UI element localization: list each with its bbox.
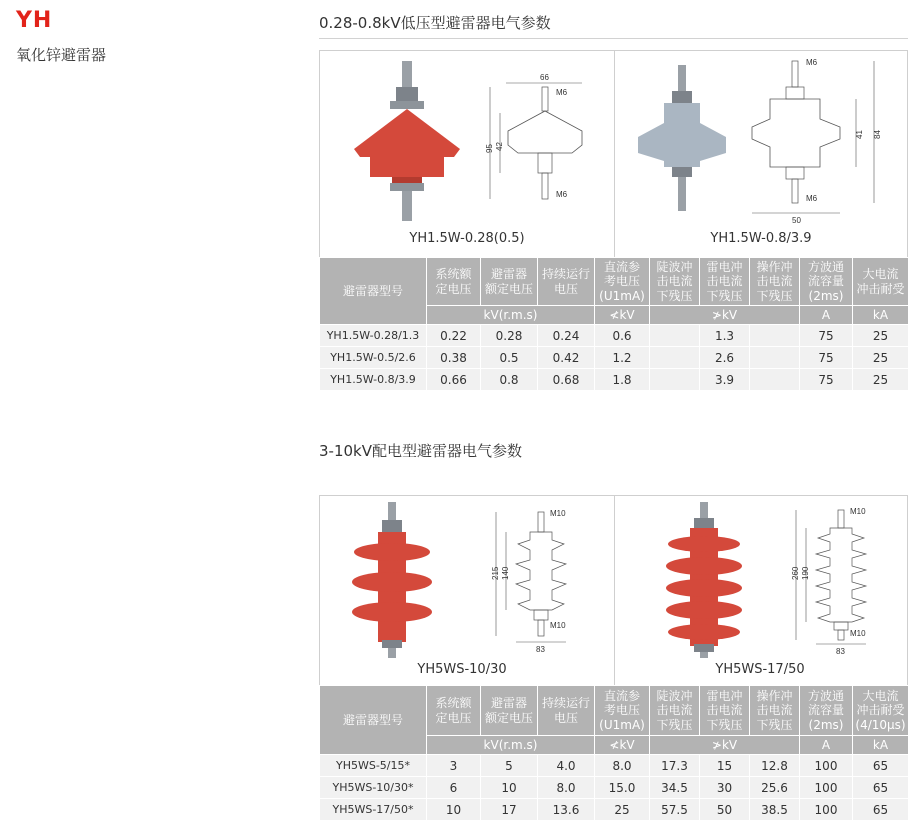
table-cell: 0.38 bbox=[427, 347, 481, 369]
table-cell: 1.3 bbox=[700, 325, 750, 347]
table-cell: 6 bbox=[427, 777, 481, 799]
table-cell: 1.8 bbox=[595, 369, 650, 391]
svg-text:M10: M10 bbox=[850, 629, 866, 638]
table-row bbox=[320, 755, 909, 777]
table-cell: 17 bbox=[481, 799, 538, 821]
table-cell: 25.6 bbox=[750, 777, 800, 799]
cell-model: YH5WS-10/30* bbox=[320, 777, 427, 799]
table-cell bbox=[750, 325, 800, 347]
dimension-drawing-yh5ws-17-50 bbox=[790, 508, 900, 658]
table-cell: 34.5 bbox=[650, 777, 700, 799]
table-cell: 4.0 bbox=[538, 755, 595, 777]
column-header: 直流参 考电压 (U1mA) bbox=[595, 686, 650, 736]
table-cell: 15 bbox=[700, 755, 750, 777]
section-title-low-voltage: 0.28-0.8kV低压型避雷器电气参数 bbox=[319, 14, 551, 32]
column-header: 方波通 流容量 (2ms) bbox=[800, 686, 853, 736]
arrester-shed bbox=[666, 557, 742, 575]
table-row bbox=[320, 799, 909, 821]
arrester-shed bbox=[352, 602, 432, 622]
table-cell bbox=[750, 347, 800, 369]
table-cell: 0.68 bbox=[538, 369, 595, 391]
table-cell bbox=[650, 325, 700, 347]
column-header: 大电流 冲击耐受 bbox=[853, 258, 909, 306]
product-image-panel-distribution bbox=[319, 495, 908, 685]
table-cell: 30 bbox=[700, 777, 750, 799]
table-cell: 0.42 bbox=[538, 347, 595, 369]
svg-text:215: 215 bbox=[491, 566, 500, 580]
column-header-model: 避雷器型号 bbox=[320, 258, 427, 325]
table-cell: 38.5 bbox=[750, 799, 800, 821]
svg-text:M6: M6 bbox=[556, 88, 568, 97]
unit-cell: ≯kV bbox=[650, 736, 800, 755]
table-cell: 0.22 bbox=[427, 325, 481, 347]
column-header: 系统额 定电压 bbox=[427, 686, 481, 736]
dimension-drawing-yh5ws-10-30 bbox=[490, 508, 600, 658]
unit-cell: A bbox=[800, 306, 853, 325]
column-header: 直流参 考电压 (U1mA) bbox=[595, 258, 650, 306]
table-cell: 0.5 bbox=[481, 347, 538, 369]
arrester-shed bbox=[666, 601, 742, 619]
arrester-photo-yh1-5w-0-28 bbox=[340, 57, 480, 227]
dimension-drawing-yh1-5w-0-28 bbox=[484, 69, 604, 209]
column-header: 持续运行 电压 bbox=[538, 258, 595, 306]
svg-text:M6: M6 bbox=[806, 194, 818, 203]
svg-text:M10: M10 bbox=[850, 508, 866, 516]
table-cell: 0.24 bbox=[538, 325, 595, 347]
product-caption: YH5WS-17/50 bbox=[715, 662, 805, 677]
table-cell: 65 bbox=[853, 755, 909, 777]
arrester-photo-yh5ws-10-30 bbox=[348, 500, 438, 660]
arrester-shed bbox=[352, 572, 432, 592]
svg-text:M10: M10 bbox=[550, 509, 566, 518]
svg-text:84: 84 bbox=[873, 130, 882, 139]
table-cell: 8.0 bbox=[538, 777, 595, 799]
table-cell: 100 bbox=[800, 799, 853, 821]
table-cell: 13.6 bbox=[538, 799, 595, 821]
panel-divider bbox=[614, 496, 615, 685]
svg-text:M6: M6 bbox=[556, 190, 568, 199]
unit-cell: kV(r.m.s) bbox=[427, 736, 595, 755]
unit-cell: kA bbox=[853, 306, 909, 325]
svg-text:66: 66 bbox=[540, 73, 549, 82]
table-cell: 65 bbox=[853, 799, 909, 821]
column-header: 方波通 流容量 (2ms) bbox=[800, 258, 853, 306]
table-cell: 5 bbox=[481, 755, 538, 777]
table-row bbox=[320, 369, 909, 391]
section-title-distribution: 3-10kV配电型避雷器电气参数 bbox=[319, 442, 522, 460]
column-header: 操作冲 击电流 下残压 bbox=[750, 258, 800, 306]
table-cell: 100 bbox=[800, 755, 853, 777]
table-cell: 8.0 bbox=[595, 755, 650, 777]
table-row bbox=[320, 777, 909, 799]
panel-divider bbox=[614, 51, 615, 257]
column-header: 陡波冲 击电流 下残压 bbox=[650, 258, 700, 306]
table-cell: 25 bbox=[853, 369, 909, 391]
svg-text:190: 190 bbox=[801, 566, 810, 580]
table-cell: 0.66 bbox=[427, 369, 481, 391]
table-cell bbox=[750, 369, 800, 391]
column-header: 避雷器 额定电压 bbox=[481, 686, 538, 736]
table-cell: 25 bbox=[853, 347, 909, 369]
table-cell: 3.9 bbox=[700, 369, 750, 391]
table-cell: 57.5 bbox=[650, 799, 700, 821]
table-cell: 1.2 bbox=[595, 347, 650, 369]
table-cell: 3 bbox=[427, 755, 481, 777]
table-header-row bbox=[320, 258, 909, 306]
table-cell bbox=[650, 347, 700, 369]
product-caption: YH1.5W-0.8/3.9 bbox=[710, 231, 812, 246]
product-image-panel-low-voltage bbox=[319, 50, 908, 257]
column-header: 雷电冲 击电流 下残压 bbox=[700, 258, 750, 306]
table-cell: 50 bbox=[700, 799, 750, 821]
column-header-model: 避雷器型号 bbox=[320, 686, 427, 755]
table-cell: 65 bbox=[853, 777, 909, 799]
arrester-shed bbox=[354, 543, 430, 561]
unit-cell: ≮kV bbox=[595, 736, 650, 755]
page-subtitle: 氧化锌避雷器 bbox=[16, 46, 107, 64]
table-cell: 12.8 bbox=[750, 755, 800, 777]
table-cell: 100 bbox=[800, 777, 853, 799]
svg-text:140: 140 bbox=[501, 566, 510, 580]
column-header: 持续运行 电压 bbox=[538, 686, 595, 736]
unit-cell: ≮kV bbox=[595, 306, 650, 325]
table-cell: 10 bbox=[481, 777, 538, 799]
arrester-photo-yh5ws-17-50 bbox=[660, 500, 750, 660]
cell-model: YH5WS-5/15* bbox=[320, 755, 427, 777]
table-cell: 25 bbox=[595, 799, 650, 821]
spec-table-low-voltage bbox=[319, 257, 909, 391]
section-divider bbox=[319, 38, 908, 39]
column-header: 大电流 冲击耐受 (4/10μs) bbox=[853, 686, 909, 736]
unit-cell: ≯kV bbox=[650, 306, 800, 325]
table-cell: 75 bbox=[800, 369, 853, 391]
svg-text:50: 50 bbox=[792, 216, 801, 225]
table-cell: 2.6 bbox=[700, 347, 750, 369]
table-cell: 75 bbox=[800, 347, 853, 369]
table-cell: 0.6 bbox=[595, 325, 650, 347]
column-header: 避雷器 额定电压 bbox=[481, 258, 538, 306]
unit-cell: kA bbox=[853, 736, 909, 755]
table-cell: 25 bbox=[853, 325, 909, 347]
cell-model: YH1.5W-0.5/2.6 bbox=[320, 347, 427, 369]
table-row bbox=[320, 325, 909, 347]
brand-logo: YH bbox=[16, 8, 53, 33]
svg-text:M6: M6 bbox=[806, 58, 818, 67]
column-header: 系统额 定电压 bbox=[427, 258, 481, 306]
svg-text:M10: M10 bbox=[550, 621, 566, 630]
table-row bbox=[320, 347, 909, 369]
arrester-shed bbox=[668, 624, 740, 640]
table-cell bbox=[650, 369, 700, 391]
table-cell: 0.28 bbox=[481, 325, 538, 347]
cell-model: YH5WS-17/50* bbox=[320, 799, 427, 821]
table-cell: 10 bbox=[427, 799, 481, 821]
unit-cell: kV(r.m.s) bbox=[427, 306, 595, 325]
column-header: 雷电冲 击电流 下残压 bbox=[700, 686, 750, 736]
unit-cell: A bbox=[800, 736, 853, 755]
table-cell: 15.0 bbox=[595, 777, 650, 799]
arrester-shed bbox=[668, 536, 740, 552]
cell-model: YH1.5W-0.28/1.3 bbox=[320, 325, 427, 347]
arrester-shed bbox=[354, 109, 460, 157]
arrester-shed bbox=[666, 579, 742, 597]
svg-text:42: 42 bbox=[495, 142, 504, 151]
table-cell: 0.8 bbox=[481, 369, 538, 391]
column-header: 陡波冲 击电流 下残压 bbox=[650, 686, 700, 736]
svg-text:41: 41 bbox=[855, 130, 864, 139]
svg-text:83: 83 bbox=[536, 645, 545, 654]
svg-text:260: 260 bbox=[791, 566, 800, 580]
arrester-body bbox=[638, 103, 726, 167]
svg-text:95: 95 bbox=[485, 144, 494, 153]
spec-table-distribution bbox=[319, 685, 909, 821]
product-caption: YH5WS-10/30 bbox=[417, 662, 507, 677]
dimension-drawing-yh1-5w-0-8 bbox=[750, 57, 900, 227]
svg-text:83: 83 bbox=[836, 647, 845, 656]
product-caption: YH1.5W-0.28(0.5) bbox=[409, 231, 525, 246]
column-header: 操作冲 击电流 下残压 bbox=[750, 686, 800, 736]
table-cell: 75 bbox=[800, 325, 853, 347]
table-cell: 17.3 bbox=[650, 755, 700, 777]
cell-model: YH1.5W-0.8/3.9 bbox=[320, 369, 427, 391]
arrester-photo-yh1-5w-0-8 bbox=[630, 57, 740, 227]
table-header-row bbox=[320, 686, 909, 736]
